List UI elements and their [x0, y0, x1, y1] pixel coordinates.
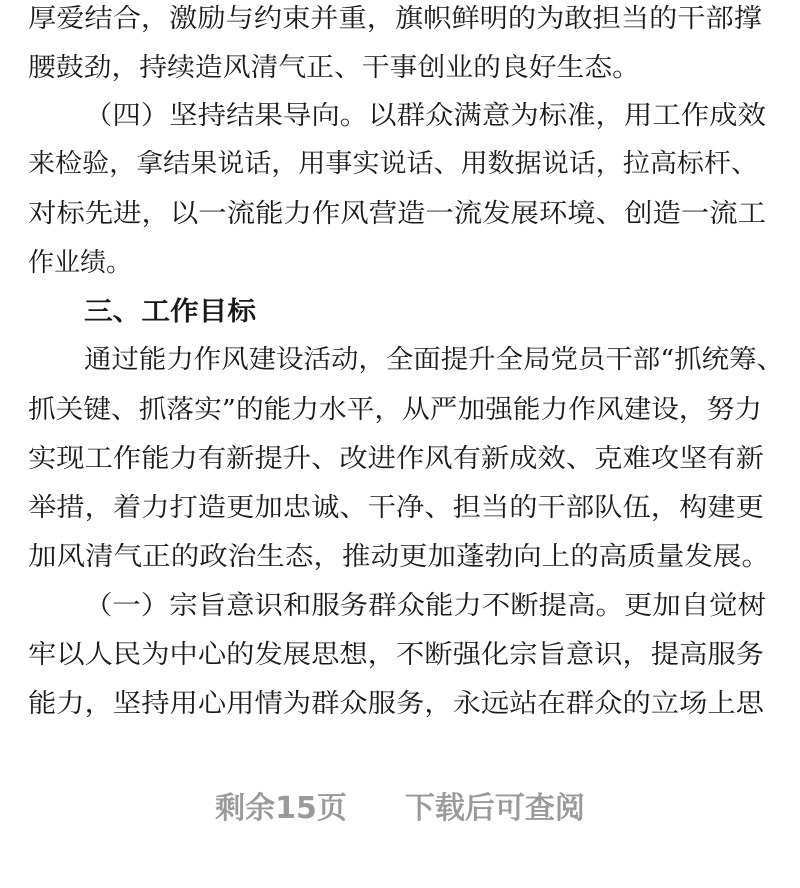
text-line [28, 532, 793, 582]
paragraph-heading-four [84, 91, 784, 141]
text-line [28, 679, 788, 729]
text-line [28, 189, 788, 239]
text-line-content: 通过能力作风建设活动，全面提升全局党员干部“抓统筹、 [84, 345, 784, 375]
section-heading [84, 287, 784, 337]
text-line-content: 厚爱结合，激励与约束并重，旗帜鲜明的为敢担当的干部撑 [28, 4, 762, 34]
text-line-content: 作业绩。 [28, 248, 132, 278]
text-line-content: 加风清气正的政治生态，推动更加蓬勃向上的高质量发展。 [28, 542, 770, 572]
text-line [28, 434, 788, 484]
text-line-content: 能力，坚持用心用情为群众服务，永远站在群众的立场上思 [28, 689, 764, 719]
text-line-content: 来检验，拿结果说话，用事实说话、用数据说话，拉高标杆、 [28, 149, 758, 179]
text-line-content: 实现工作能力有新提升、改进作风有新成效、克难攻坚有新 [28, 444, 764, 474]
text-line [28, 139, 788, 189]
text-line [28, 43, 788, 93]
text-line-content: 举措，着力打造更加忠诚、干净、担当的干部队伍，构建更 [28, 493, 764, 523]
text-line-content: 腰鼓劲，持续造风清气正、干事创业的良好生态。 [28, 53, 640, 83]
text-line [28, 0, 788, 44]
text-line [28, 630, 788, 680]
text-line [28, 385, 788, 435]
text-line [28, 238, 788, 288]
download-prompt-bar[interactable] [0, 784, 800, 834]
text-line-content: （四）坚持结果导向。以群众满意为标准，用工作成效 [84, 101, 766, 131]
download-to-read-link[interactable]: 下载后可查阅 [404, 791, 585, 826]
text-line [28, 483, 788, 533]
text-line-content: （一）宗旨意识和服务群众能力不断提高。更加自觉树 [84, 591, 766, 621]
section-heading-text: 三、工作目标 [84, 297, 256, 327]
text-line [84, 335, 800, 385]
text-line-content: 对标先进，以一流能力作风营造一流发展环境、创造一流工 [28, 199, 766, 229]
text-line-content: 抓关键、抓落实”的能力水平，从严加强能力作风建设，努力 [28, 395, 762, 425]
paragraph-heading-one [84, 581, 784, 631]
remaining-pages-label: 剩余15页 [215, 791, 347, 826]
text-line-content: 牢以人民为中心的发展思想，不断强化宗旨意识，提高服务 [28, 640, 764, 670]
